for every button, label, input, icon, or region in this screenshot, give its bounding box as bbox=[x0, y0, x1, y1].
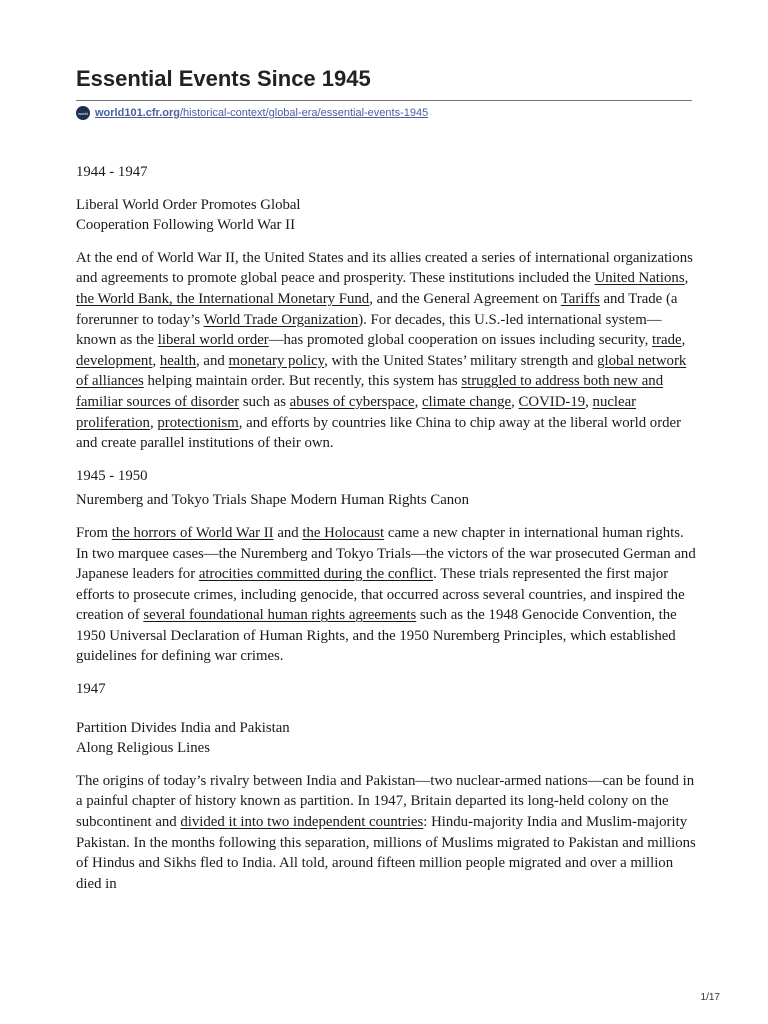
section-date: 1945 - 1950 bbox=[76, 467, 148, 484]
section-heading bbox=[76, 195, 696, 236]
section-heading bbox=[76, 718, 696, 759]
section-paragraph: From the horrors of World War II and the Holocaust came a new chapter in international human rights. In two marquee cases—the Nuremberg and Tokyo Trials—the victors of the war prosecuted German and Japanese leaders for atrocities committed during the conflict. These trials represented the first major efforts to prosecute crimes, including genocide, that occurred across several countries, and inspired the creation of several foundational human rights agreements such as the 1948 Genocide Convention, the 1950 Universal Declaration of Human Rights, and the 1950 Nuremberg Principles, which established guidelines for defining war crimes. bbox=[76, 524, 696, 665]
inline-link[interactable]: atrocities committed during the conflict bbox=[198, 566, 434, 583]
inline-link[interactable]: the Holocaust bbox=[302, 524, 385, 541]
inline-link[interactable]: COVID-19 bbox=[518, 393, 586, 410]
inline-link[interactable]: nuclear proliferation bbox=[76, 393, 637, 431]
section-heading-line: Liberal World Order Promotes Global bbox=[76, 196, 301, 213]
inline-link[interactable]: struggled to address both new and familiar sources of disorder bbox=[76, 373, 664, 410]
inline-link[interactable]: Tariffs bbox=[560, 290, 600, 307]
inline-link[interactable]: trade bbox=[652, 332, 682, 349]
inline-link[interactable]: health bbox=[159, 352, 196, 369]
section-heading-line: Along Religious Lines bbox=[76, 740, 210, 757]
inline-link[interactable]: monetary policy bbox=[228, 352, 325, 369]
section-paragraph: At the end of World War II, the United States and its allies created a series of international organizations and agreements to promote global peace and prosperity. These institutions included the United Nations, the World Bank, the International Monetary Fund, and the General Agreement on Tariffs and Trade (a forerunner to today’s World Trade Organization). For decades, this U.S.-led international system—known as the liberal world order—has promoted global cooperation on issues including security, trade, development, health, and monetary policy, with the United States’ military strength and global network of alliances helping maintain order. But recently, this system has struggled to address both new and familiar sources of disorder such as abuses of cyberspace, climate change, COVID-19, nuclear proliferation, protectionism, and efforts by countries like China to chip away at the liberal world order and create parallel institutions of their own. bbox=[76, 249, 693, 452]
section-heading-line: Cooperation Following World War II bbox=[76, 217, 295, 234]
inline-link[interactable]: development bbox=[76, 352, 153, 369]
inline-link[interactable]: the World Bank, the International Monetary Fund bbox=[76, 290, 370, 307]
site-logo-icon: world bbox=[76, 106, 90, 120]
inline-link[interactable]: liberal world order bbox=[157, 332, 269, 349]
inline-link[interactable]: the horrors of World War II bbox=[111, 524, 274, 541]
inline-link[interactable]: abuses of cyberspace bbox=[289, 393, 415, 410]
section-date: 1944 - 1947 bbox=[76, 164, 148, 180]
source-path-link[interactable]: /historical-context/global-era/essential-events-1945 bbox=[179, 107, 429, 119]
section-heading bbox=[76, 490, 696, 511]
page-title: Essential Events Since 1945 bbox=[76, 66, 371, 91]
inline-link[interactable]: protectionism bbox=[157, 414, 239, 431]
inline-link[interactable]: World Trade Organization bbox=[203, 311, 359, 328]
inline-link[interactable]: climate change bbox=[421, 393, 512, 410]
inline-link[interactable]: several foundational human rights agreements bbox=[143, 607, 417, 624]
section-date: 1947 bbox=[76, 681, 106, 698]
source-url[interactable] bbox=[76, 106, 428, 120]
inline-link[interactable]: global network of alliances bbox=[76, 352, 687, 390]
section-heading-line: Partition Divides India and Pakistan bbox=[76, 719, 290, 736]
inline-link[interactable]: United Nations bbox=[594, 270, 685, 287]
title-divider bbox=[76, 100, 692, 101]
source-domain-link[interactable]: world101.cfr.org bbox=[95, 107, 180, 119]
section-heading-line: Nuremberg and Tokyo Trials Shape Modern Human Rights Canon bbox=[76, 492, 469, 509]
page-number: 1/17 bbox=[700, 992, 720, 1003]
article-body bbox=[76, 162, 696, 906]
section-paragraph: The origins of today’s rivalry between India and Pakistan—two nuclear-armed nations—can be found in a painful chapter of history known as partition. In 1947, Britain departed its long-held colony on the subcontinent and divided it into two independent countries: Hindu-majority India and Muslim-majority Pakistan. In the months following this separation, millions of Muslims migrated to Pakistan and millions of Hindus and Sikhs fled to India. All told, around fifteen million people migrated and over a million died in bbox=[76, 772, 696, 892]
inline-link[interactable]: divided it into two independent countries bbox=[180, 814, 424, 831]
